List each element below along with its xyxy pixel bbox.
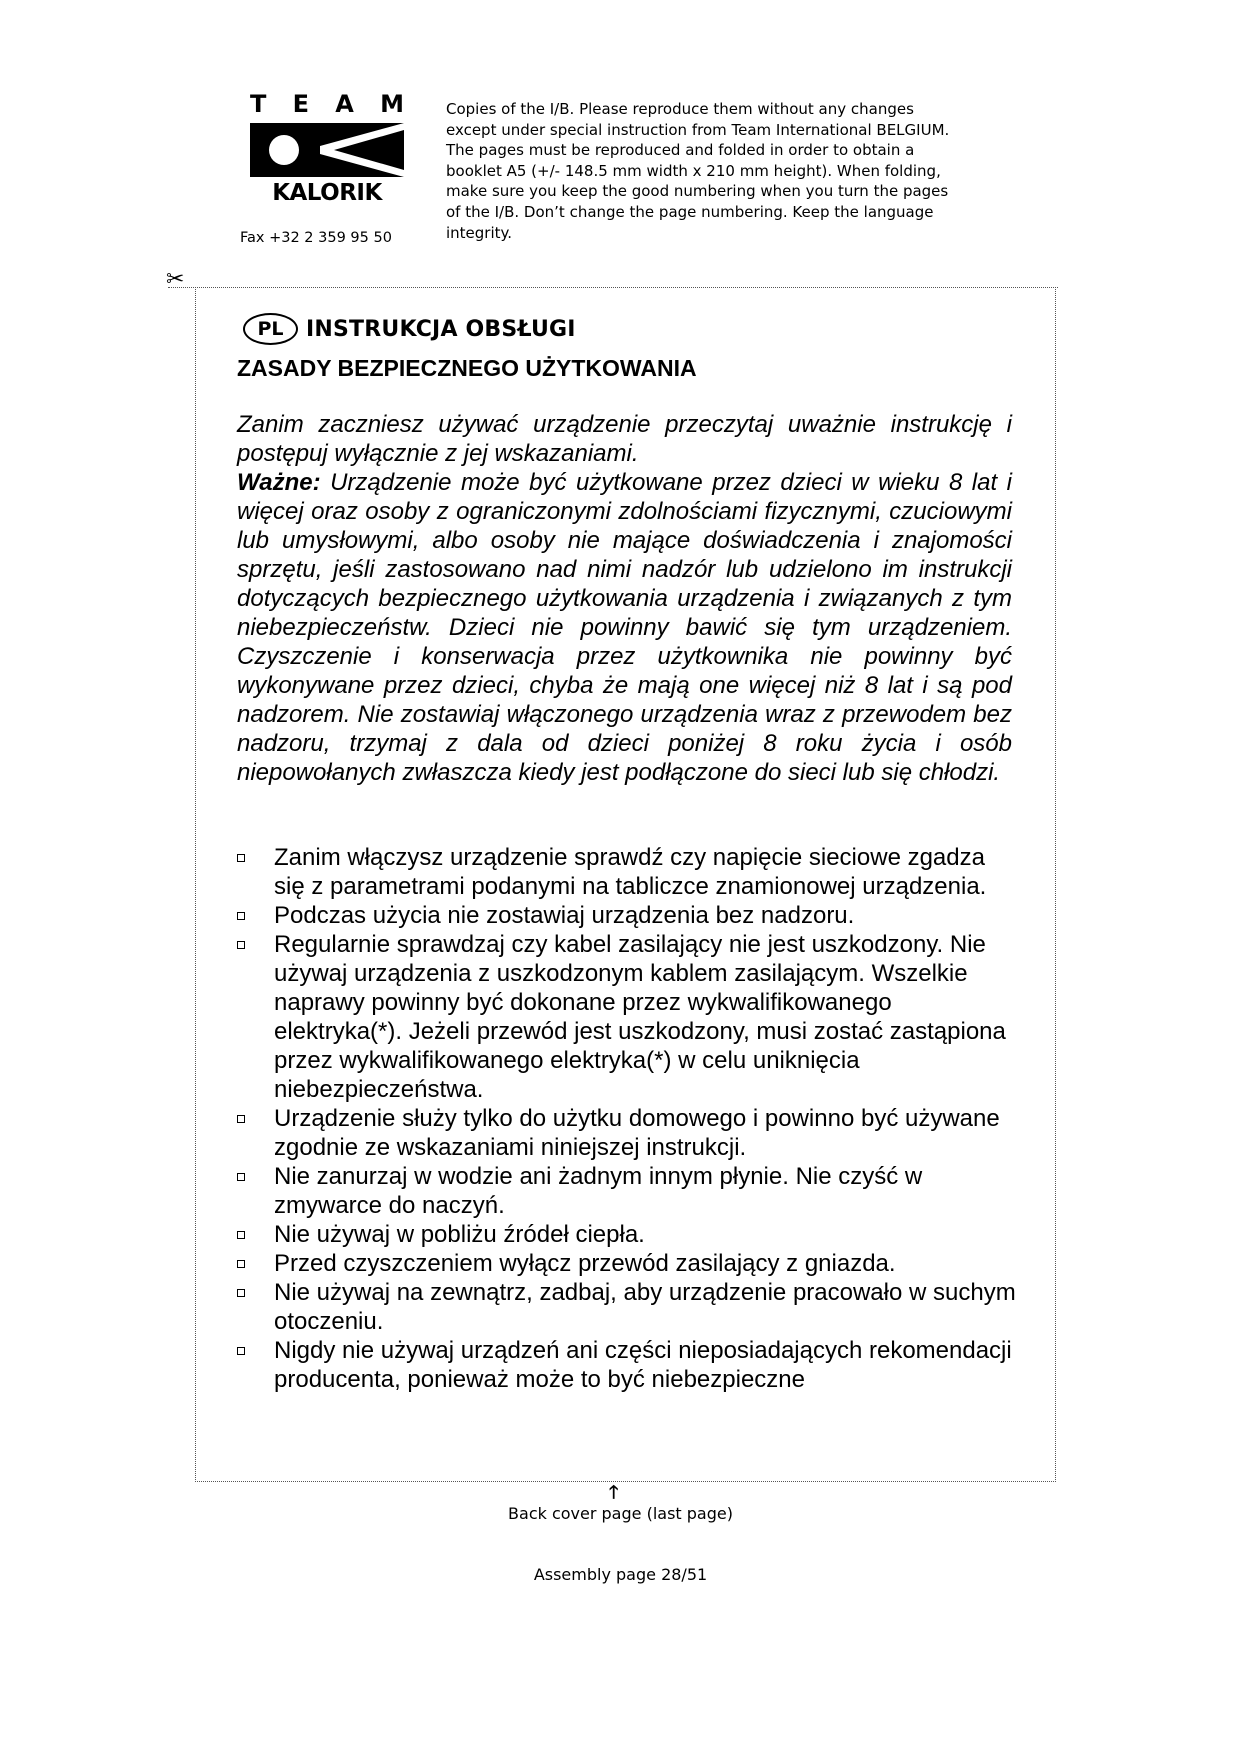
list-item-text: Podczas użycia nie zostawiaj urządzenia bez nadzoru. (274, 902, 855, 929)
list-item-text: Urządzenie służy tylko do użytku domowego i powinno być używane zgodnie ze wskazaniami niniejszej instrukcji. (274, 1105, 1000, 1161)
checkbox-bullet-icon (237, 1347, 245, 1355)
logo-brand-text: KALORIK (272, 180, 382, 206)
notice-line: booklet A5 (+/- 148.5 mm width x 210 mm height). When folding, (446, 161, 941, 180)
team-kalorik-logo (250, 92, 404, 206)
intro-paragraph: Zanim zaczniesz używać urządzenie przeczytaj uważnie instrukcję i postępuj wyłącznie z jej wskazaniami. (237, 411, 1012, 467)
list-item (237, 930, 1017, 1104)
checkbox-bullet-icon (237, 854, 245, 862)
notice-line: of the I/B. Don’t change the page numbering. Keep the language (446, 202, 934, 221)
list-item-text: Nigdy nie używaj urządzeń ani części nieposiadających rekomendacji producenta, ponieważ może to być niebezpieczne (274, 1337, 1012, 1393)
language-badge: PL (243, 313, 298, 345)
list-item-text: Zanim włączysz urządzenie sprawdź czy napięcie sieciowe zgadza się z parametrami podanymi na tabliczce znamionowej urządzenia. (274, 844, 987, 900)
list-item (237, 1249, 1017, 1278)
notice-line: Copies of the I/B. Please reproduce them without any changes (446, 100, 914, 118)
important-label: Ważne: (237, 469, 321, 496)
important-text: Urządzenie może być użytkowane przez dzieci w wieku 8 lat i więcej oraz osoby z ograniczonymi zdolnościami fizycznymi, czuciowymi lub umysłowymi, albo osoby nie mające doświadczenia i znajomości sprzętu, jeśli zastosowano nad nimi nadzór lub udzielono im instrukcji dotyczących bezpiecznego użytkowania urządzenia i związanych z tym niebezpieczeństw. Dzieci nie powinny bawić się tym urządzeniem. Czyszczenie i konserwacja przez użytkownika nie powinny być wykonywane przez dzieci, chyba że mają one więcej niż 8 lat i są pod nadzorem. Nie zostawiaj włączonego urządzenia wraz z przewodem bez nadzoru, trzymaj z dala od dzieci poniżej 8 roku życia i osób niepowołanych zwłaszcza kiedy jest podłączone do sieci lub się chłodzi. (237, 469, 1012, 786)
list-item-text: Nie zanurzaj w wodzie ani żadnym innym płynie. Nie czyść w zmywarce do naczyń. (274, 1163, 923, 1219)
checkbox-bullet-icon (237, 1231, 245, 1239)
important-paragraph (237, 468, 1012, 787)
safety-list (237, 843, 1017, 1394)
list-item (237, 1336, 1017, 1394)
logo-team-letter: T (250, 90, 267, 118)
list-item (237, 1104, 1017, 1162)
list-item (237, 843, 1017, 901)
assembly-page-label: Assembly page 28/51 (533, 1565, 708, 1584)
checkbox-bullet-icon (237, 1289, 245, 1297)
notice-line: make sure you keep the good numbering when you turn the pages (446, 182, 949, 201)
list-item (237, 1278, 1017, 1336)
checkbox-bullet-icon (237, 1115, 245, 1123)
language-heading (243, 313, 576, 345)
list-item (237, 1162, 1017, 1220)
fax-number: Fax +32 2 359 95 50 (240, 230, 392, 246)
checkbox-bullet-icon (237, 912, 245, 920)
intro-text (237, 410, 1012, 787)
notice-line: except under special instruction from Team International BELGIUM. (446, 120, 950, 139)
list-item-text: Przed czyszczeniem wyłącz przewód zasilający z gniazda. (274, 1250, 896, 1277)
list-item-text: Regularnie sprawdzaj czy kabel zasilający nie jest uszkodzony. Nie używaj urządzenia z uszkodzonym kablem zasilającym. Wszelkie naprawy powinny być dokonane przez wykwalifikowanego elektryka(*). Jeżeli przewód jest uszkodzony, musi zostać zastąpiona przez wykwalifikowanego elektryka(*) w celu uniknięcia niebezpieczeństwa. (274, 931, 1006, 1103)
logo-mark-icon (250, 123, 404, 177)
list-item-text: Nie używaj w pobliżu źródeł ciepła. (274, 1221, 645, 1248)
checkbox-bullet-icon (237, 1173, 245, 1181)
logo-team-letter: M (380, 90, 404, 118)
notice-line: The pages must be reproduced and folded in order to obtain a (446, 141, 915, 160)
checkbox-bullet-icon (237, 1260, 245, 1268)
language-title: INSTRUKCJA OBSŁUGI (306, 316, 576, 342)
list-item (237, 1220, 1017, 1249)
reproduction-notice (446, 99, 1006, 243)
list-item (237, 901, 1017, 930)
back-cover-label: Back cover page (last page) (508, 1504, 733, 1523)
logo-team-letter: A (335, 90, 354, 118)
list-item-text: Nie używaj na zewnątrz, zadbaj, aby urządzenie pracowało w suchym otoczeniu. (274, 1279, 1016, 1335)
notice-line: integrity. (446, 223, 513, 242)
scissors-icon: ✂ (166, 267, 185, 292)
section-title: ZASADY BEZPIECZNEGO UŻYTKOWANIA (237, 355, 697, 381)
logo-team-letter: E (292, 90, 310, 118)
checkbox-bullet-icon (237, 941, 245, 949)
logo-team-text (250, 92, 404, 116)
arrow-up-icon: 🡑 (609, 1482, 619, 1503)
